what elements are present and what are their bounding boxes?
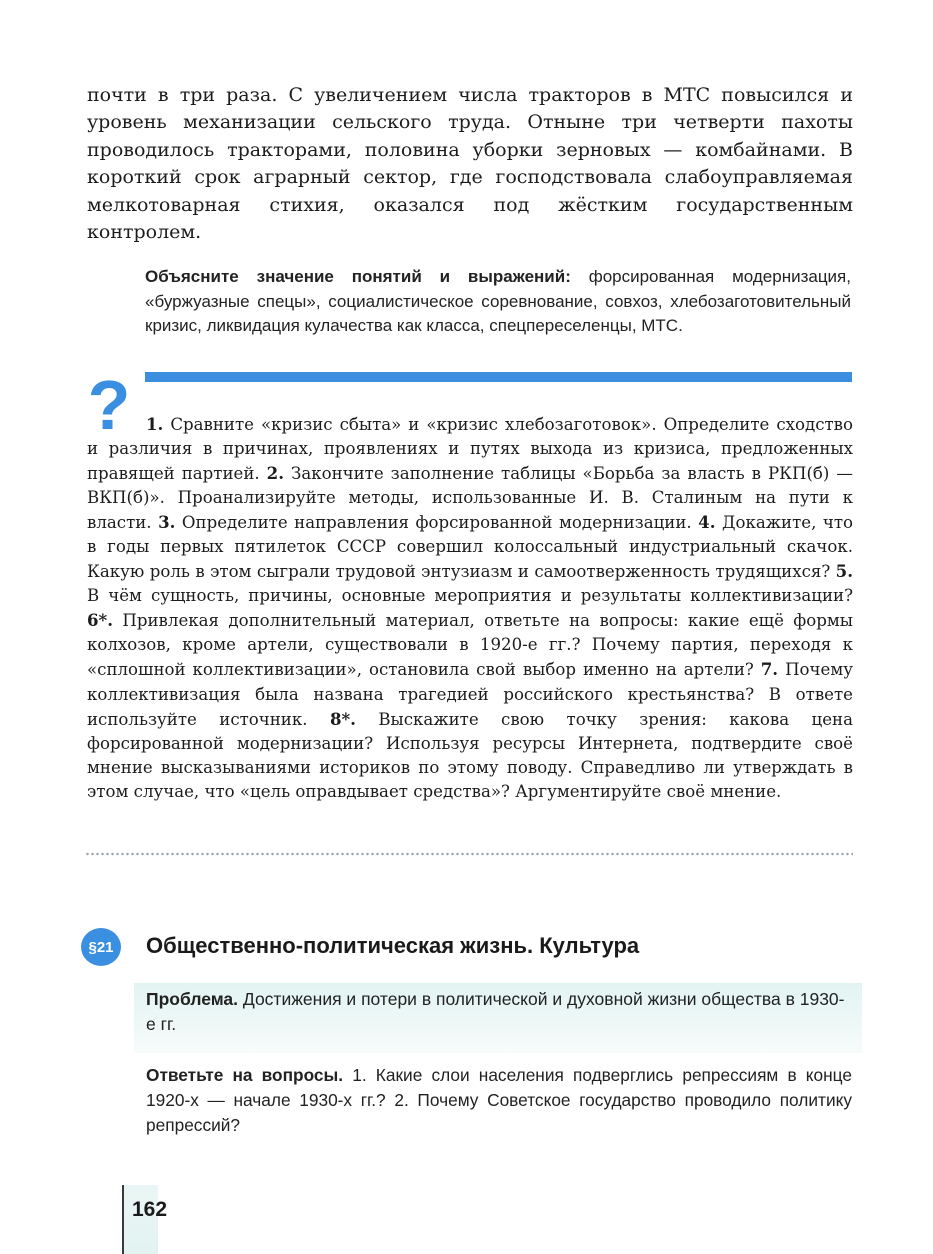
- problem-label: Проблема.: [146, 989, 239, 1009]
- intro-paragraph: почти в три раза. С увеличением числа тракторов в МТС повысился и уровень механизации сельского труда. Отныне три четверти пахоты проводилось тракторами, половина уборки зерновых — комбайнами. В короткий срок аграрный сектор, где господствовала слабоуправляемая мелкотоварная стихия, оказался под жёстким государственным контролем.: [87, 84, 853, 244]
- question-number: 2.: [266, 463, 284, 484]
- questions-block: [87, 412, 853, 804]
- problem-text: Достижения и потери в политической и духовной жизни общества в 1930-е гг.: [146, 989, 845, 1034]
- dotted-divider: [85, 852, 853, 856]
- questions-divider-bar: [145, 372, 852, 382]
- paragraph-badge: §21: [81, 928, 121, 966]
- section-title: Общественно-политическая жизнь. Культура: [146, 933, 640, 958]
- question-number: 6*.: [87, 610, 114, 631]
- question-number: 4.: [698, 512, 716, 533]
- terms-text: форсированная модернизация, «буржуазные спецы», социалистическое соревнование, совхоз, хлебозаготовительный кризис, ликвидация кулачества как класса, спецпереселенцы, МТС.: [145, 267, 851, 336]
- question-text: Привлекая дополнительный материал, ответьте на вопросы: какие ещё формы колхозов, кроме артели, существовали в 1920-е гг.? Почему партия, переходя к «сплошной коллективизации», остановила свой выбор именно на артели?: [87, 611, 853, 680]
- terms-label: Объясните значение понятий и выражений:: [145, 267, 571, 286]
- question-text: Определите направления форсированной модернизации.: [175, 513, 699, 533]
- problem-statement: [146, 987, 852, 1037]
- answer-questions: [146, 1063, 852, 1138]
- question-number: 1.: [146, 414, 164, 434]
- question-number: 8*.: [329, 708, 356, 729]
- question-number: 7.: [760, 659, 779, 680]
- question-text: Закончите заполнение таблицы «Борьба за власть в РКП(б) — ВКП(б)». Проанализируйте методы, использованные И. В. Сталиным на пути к власти.: [87, 464, 853, 533]
- question-text: Выскажите свою точку зрения: какова цена форсированной модернизации? Используя ресурсы Интернета, подтвердите своё мнение высказываниями историков по этому поводу. Справедливо ли утверждать в этом случае, что «цель оправдывает средства»? Аргументируйте своё мнение.: [87, 709, 853, 801]
- answer-label: Ответьте на вопросы.: [146, 1065, 344, 1085]
- question-number: 5.: [835, 561, 853, 582]
- page-number: 162: [132, 1198, 168, 1221]
- terms-box: [145, 265, 851, 339]
- question-number: 3.: [158, 512, 176, 533]
- question-mark-icon: ?: [87, 366, 131, 444]
- question-text: Докажите, что в годы первых пятилеток СССР совершил колоссальный индустриальный скачок. Какую роль в этом сыграли трудовой энтузиазм и самоотверженность трудящихся?: [87, 513, 853, 582]
- answer-text: 1. Какие слои населения подверглись репрессиям в конце 1920-х — начале 1930-х гг.? 2. Почему Советское государство проводило политику репрессий?: [146, 1065, 853, 1135]
- page-number-rule: [122, 1185, 124, 1254]
- question-text: В чём сущность, причины, основные мероприятия и результаты коллективизации?: [87, 586, 853, 606]
- question-text: Почему коллективизация была названа трагедией российского крестьянства? В ответе используйте источник.: [87, 660, 853, 729]
- question-text: Сравните «кризис сбыта» и «кризис хлебозаготовок». Определите сходство и различия в причинах, проявлениях и путях выхода из кризиса, предложенных правящей партией.: [87, 415, 853, 484]
